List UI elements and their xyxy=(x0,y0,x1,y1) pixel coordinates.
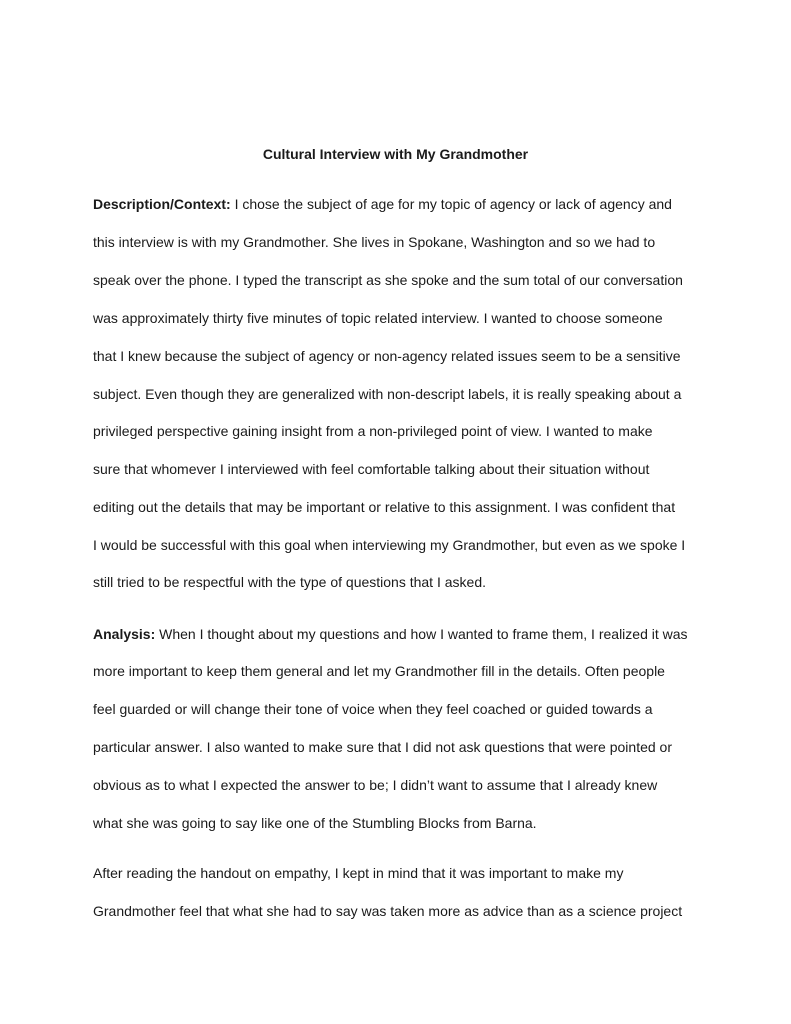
analysis-line-3: feel guarded or will change their tone of voice when they feel coached or guided towards a xyxy=(93,701,653,717)
empathy-line-1: After reading the handout on empathy, I kept in mind that it was important to make my xyxy=(93,865,624,881)
description-text: I chose the subject of age for my topic of agency or lack of agency and xyxy=(230,196,672,212)
description-line-7: privileged perspective gaining insight from a non-privileged point of view. I wanted to make xyxy=(93,423,653,439)
description-label: Description/Context: xyxy=(93,196,231,212)
analysis-text: When I thought about my questions and how I wanted to frame them, I realized it was xyxy=(155,626,688,642)
analysis-line-1 xyxy=(93,624,708,644)
description-line-9: editing out the details that may be important or relative to this assignment. I was confident that xyxy=(93,499,676,515)
document-title: Cultural Interview with My Grandmother xyxy=(262,146,529,162)
description-line-6: subject. Even though they are generalized with non-descript labels, it is really speaking about a xyxy=(93,386,682,402)
analysis-label: Analysis: xyxy=(93,626,156,642)
analysis-line-2: more important to keep them general and let my Grandmother fill in the details. Often people xyxy=(93,663,665,679)
description-line-4: was approximately thirty five minutes of topic related interview. I wanted to choose someone xyxy=(93,310,663,326)
description-line-2: this interview is with my Grandmother. She lives in Spokane, Washington and so we had to xyxy=(93,234,656,250)
description-line-11: still tried to be respectful with the type of questions that I asked. xyxy=(93,574,486,590)
analysis-line-6: what she was going to say like one of the Stumbling Blocks from Barna. xyxy=(93,815,537,831)
description-line-10: I would be successful with this goal when interviewing my Grandmother, but even as we spoke I xyxy=(93,537,686,553)
description-line-5: that I knew because the subject of agency or non-agency related issues seem to be a sensitive xyxy=(93,348,681,364)
description-line-3: speak over the phone. I typed the transcript as she spoke and the sum total of our conversation xyxy=(93,272,683,288)
analysis-line-4: particular answer. I also wanted to make sure that I did not ask questions that were pointed or xyxy=(93,739,672,755)
description-line-8: sure that whomever I interviewed with feel comfortable talking about their situation without xyxy=(93,461,650,477)
analysis-line-5: obvious as to what I expected the answer to be; I didn’t want to assume that I already knew xyxy=(93,777,658,793)
empathy-line-2: Grandmother feel that what she had to say was taken more as advice than as a science project xyxy=(93,903,683,919)
description-line-1 xyxy=(93,194,708,214)
